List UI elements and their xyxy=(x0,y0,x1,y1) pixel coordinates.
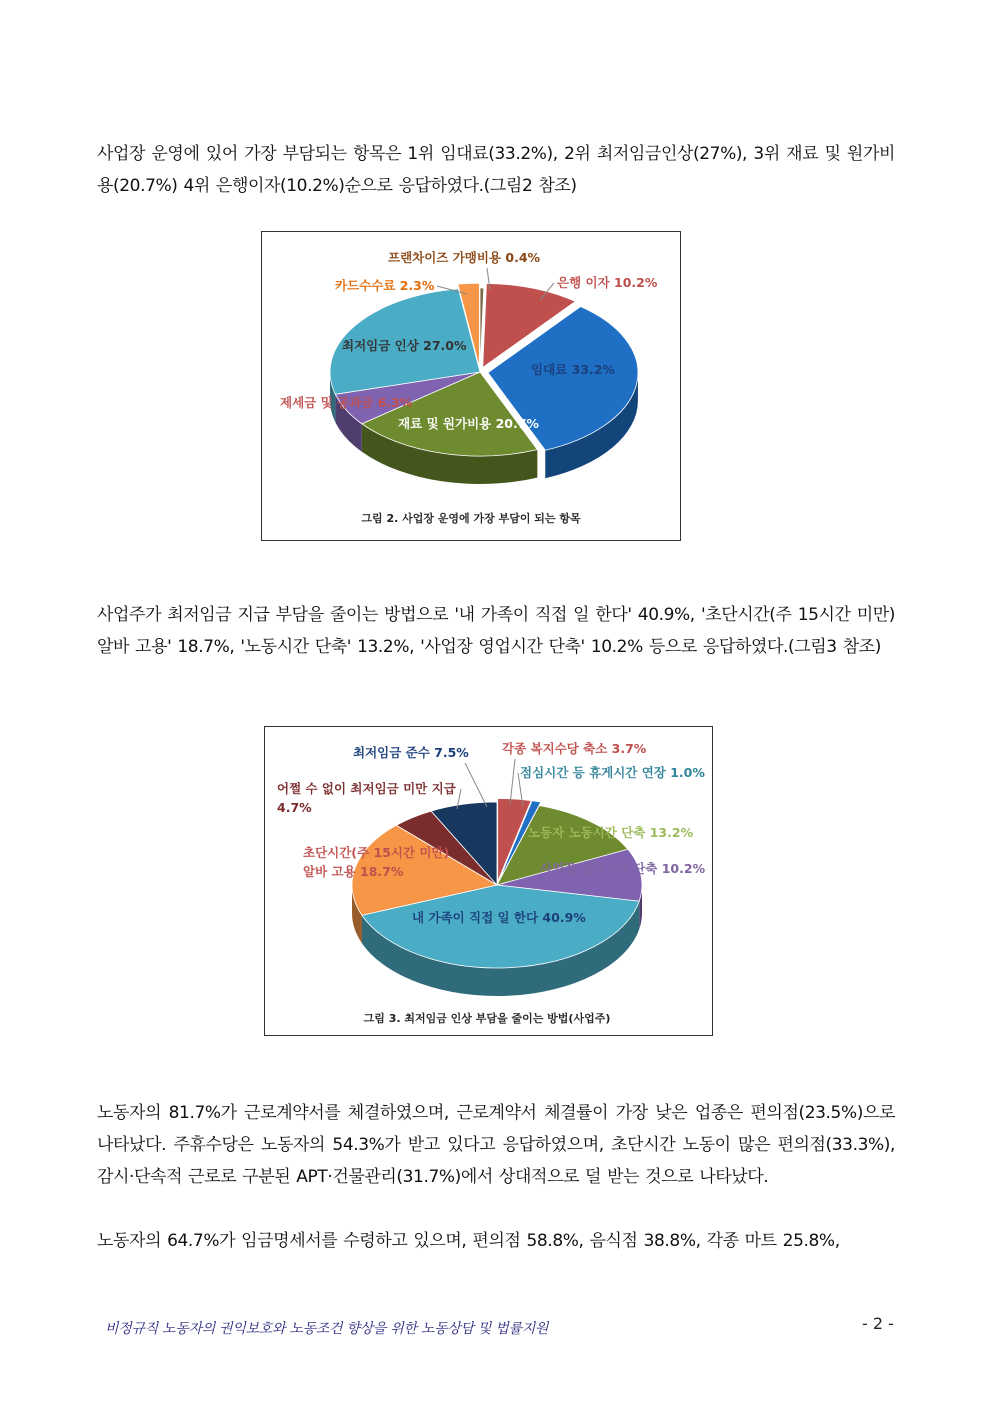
pie-label: 각종 복지수당 축소 3.7% xyxy=(502,741,647,756)
figure-2 xyxy=(261,231,681,541)
pie-label: 사업장 영업시간 단축 10.2% xyxy=(540,861,706,876)
figure-caption: 그림 2. 사업장 운영에 가장 부담이 되는 항목 xyxy=(361,512,581,525)
pie-label: 은행 이자 10.2% xyxy=(557,275,658,290)
pie-label: 재료 및 원가비용 20.7% xyxy=(398,416,539,431)
pie-label: 알바 고용 18.7% xyxy=(303,864,404,879)
pie-chart-3 xyxy=(265,727,712,1035)
pie-label: 어쩔 수 없이 최저임금 미만 지급 xyxy=(277,781,456,796)
paragraph-3: 노동자의 81.7%가 근로계약서를 체결하였으며, 근로계약서 체결률이 가장 낮은 업종은 편의점(23.5%)으로 나타났다. 주휴수당은 노동자의 54.3%가 받고 있다고 응답하였으며, 초단시간 노동이 많은 편의점(33.3%), 감시·단속적 근로로 구분된 APT·건물관리(31.7%)에서 상대적으로 덜 받는 것으로 나타났다. xyxy=(97,1103,895,1187)
pie-label: 최저임금 인상 27.0% xyxy=(342,338,467,353)
pie-label: 제세금 및 공과금 6.3% xyxy=(280,395,413,410)
pie-label: 4.7% xyxy=(277,800,312,815)
page-number: - 2 - xyxy=(862,1314,894,1333)
footer-title: 비정규직 노동자의 권익보호와 노동조건 향상을 위한 노동상담 및 법률지원 xyxy=(105,1321,549,1337)
pie-label: 노동자 노동시간 단축 13.2% xyxy=(528,825,694,840)
pie-label: 내 가족이 직접 일 한다 40.9% xyxy=(412,910,586,925)
paragraph-1: 사업장 운영에 있어 가장 부담되는 항목은 1위 임대료(33.2%), 2위 최저임금인상(27%), 3위 재료 및 원가비용(20.7%) 4위 은행이자(10.2%)순으로 응답하였다.(그림2 참조) xyxy=(97,144,895,196)
pie-label: 점심시간 등 휴게시간 연장 1.0% xyxy=(520,765,705,780)
pie-label: 프랜차이즈 가맹비용 0.4% xyxy=(388,250,541,265)
figure-caption: 그림 3. 최저임금 인상 부담을 줄이는 방법(사업주) xyxy=(363,1012,611,1025)
pie-label: 최저임금 준수 7.5% xyxy=(353,745,469,760)
pie-label: 카드수수료 2.3% xyxy=(335,278,435,293)
pie-label: 임대료 33.2% xyxy=(531,362,615,377)
figure-3 xyxy=(264,726,713,1036)
leader-line xyxy=(465,763,487,807)
paragraph-4: 노동자의 64.7%가 임금명세서를 수령하고 있으며, 편의점 58.8%, 음식점 38.8%, 각종 마트 25.8%, xyxy=(97,1231,840,1251)
leader-line xyxy=(510,759,515,805)
paragraph-2: 사업주가 최저임금 지급 부담을 줄이는 방법으로 '내 가족이 직접 일 한다' 40.9%, '초단시간(주 15시간 미만) 알바 고용' 18.7%, '노동시간 단축' 13.2%, '사업장 영업시간 단축' 10.2% 등으로 응답하였다.(그림3 참조) xyxy=(97,605,895,657)
pie-label: 초단시간(주 15시간 미만) xyxy=(303,845,450,860)
pie-chart-2 xyxy=(262,232,680,540)
